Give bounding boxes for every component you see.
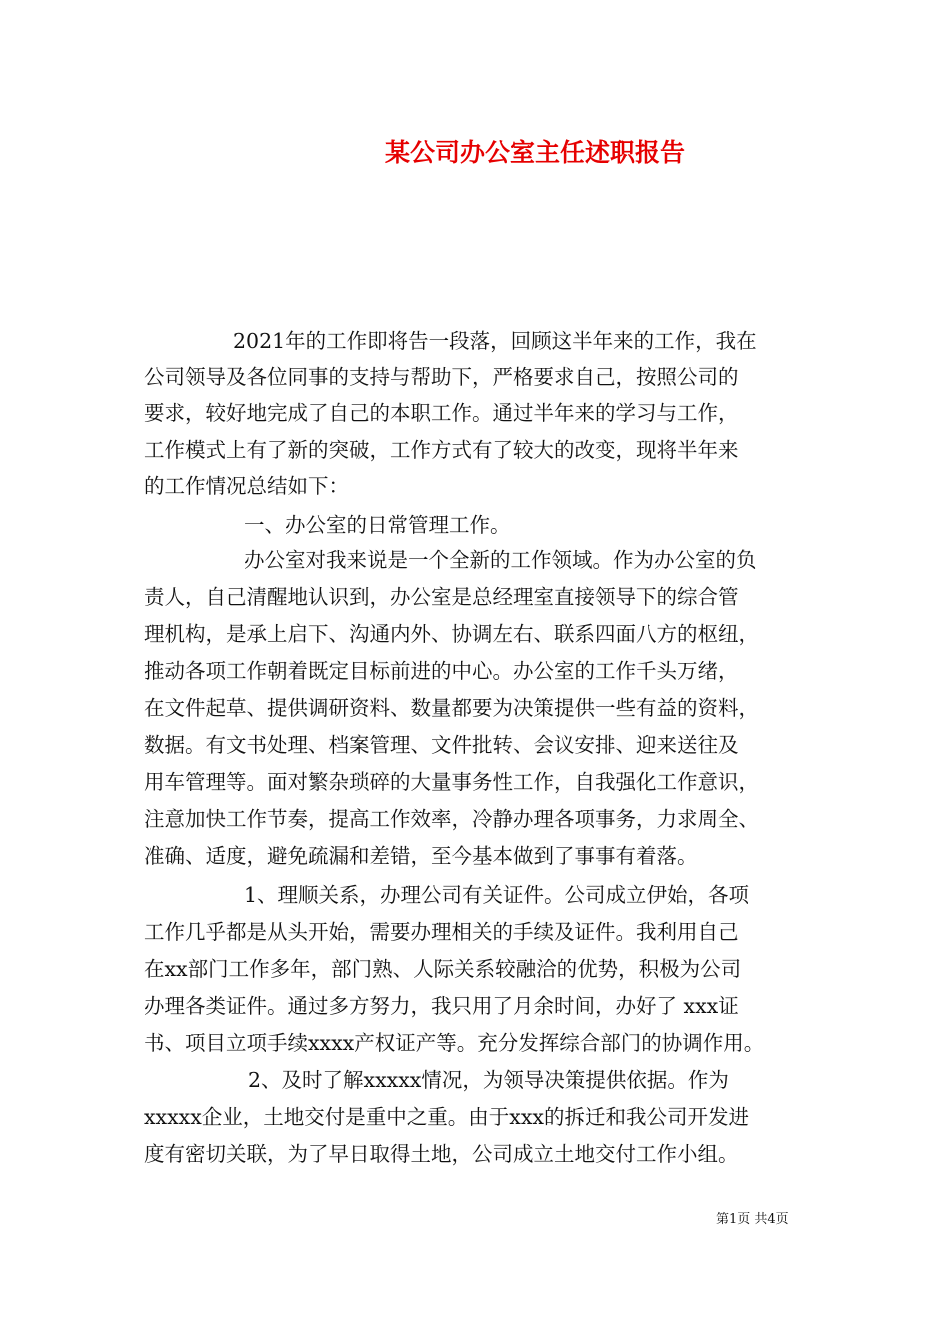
paragraph-line: 度有密切关联，为了早日取得土地，公司成立土地交付工作小组。 [144,1142,739,1166]
paragraph-line: 工作模式上有了新的突破，工作方式有了较大的改变，现将半年来 [144,438,739,462]
paragraph-line: 书、项目立项手续xxxx产权证产等。充分发挥综合部门的协调作用。 [144,1031,765,1055]
paragraph-line: 在xx部门工作多年，部门熟、人际关系较融洽的优势，积极为公司 [144,957,742,981]
paragraph-line: 公司领导及各位同事的支持与帮助下，严格要求自己，按照公司的 [144,365,739,389]
paragraph-line: 注意加快工作节奏，提高工作效率，冷静办理各项事务，力求周全、 [144,807,759,831]
document-title: 某公司办公室主任述职报告 [384,138,685,167]
paragraph-line: 推动各项工作朝着既定目标前进的中心。办公室的工作千头万绪， [144,659,739,683]
paragraph-line: 的工作情况总结如下： [144,474,349,498]
paragraph-line: 准确、适度，避免疏漏和差错，至今基本做到了事事有着落。 [144,844,698,868]
paragraph-line: 要求，较好地完成了自己的本职工作。通过半年来的学习与工作， [144,401,739,425]
paragraph-line: xxxxx企业，土地交付是重中之重。由于xxx的拆迁和我公司开发进 [144,1105,749,1129]
paragraph-line: 数据。有文书处理、档案管理、文件批转、会议安排、迎来送往及 [144,733,739,757]
paragraph-line: 办理各类证件。通过多方努力，我只用了月余时间，办好了 xxx证 [144,994,739,1018]
paragraph-line: 理机构，是承上启下、沟通内外、协调左右、联系四面八方的枢纽， [144,622,759,646]
paragraph-line: 在文件起草、提供调研资料、数量都要为决策提供一些有益的资料， [144,696,759,720]
paragraph-line: 1、理顺关系，办理公司有关证件。公司成立伊始，各项 [244,883,750,907]
paragraph-line: 工作几乎都是从头开始，需要办理相关的手续及证件。我利用自己 [144,920,739,944]
paragraph-line: 2021年的工作即将告一段落，回顾这半年来的工作，我在 [233,329,757,353]
paragraph-line: 责人，自己清醒地认识到，办公室是总经理室直接领导下的综合管 [144,585,739,609]
paragraph-line: 用车管理等。面对繁杂琐碎的大量事务性工作，自我强化工作意识， [144,770,759,794]
paragraph-line: 办公室对我来说是一个全新的工作领域。作为办公室的负 [244,548,757,572]
page-number-footer: 第1页 共4页 [716,1212,789,1227]
section-heading: 一、办公室的日常管理工作。 [244,513,511,537]
paragraph-line: 2、及时了解xxxxx情况，为领导决策提供依据。作为 [248,1068,729,1092]
